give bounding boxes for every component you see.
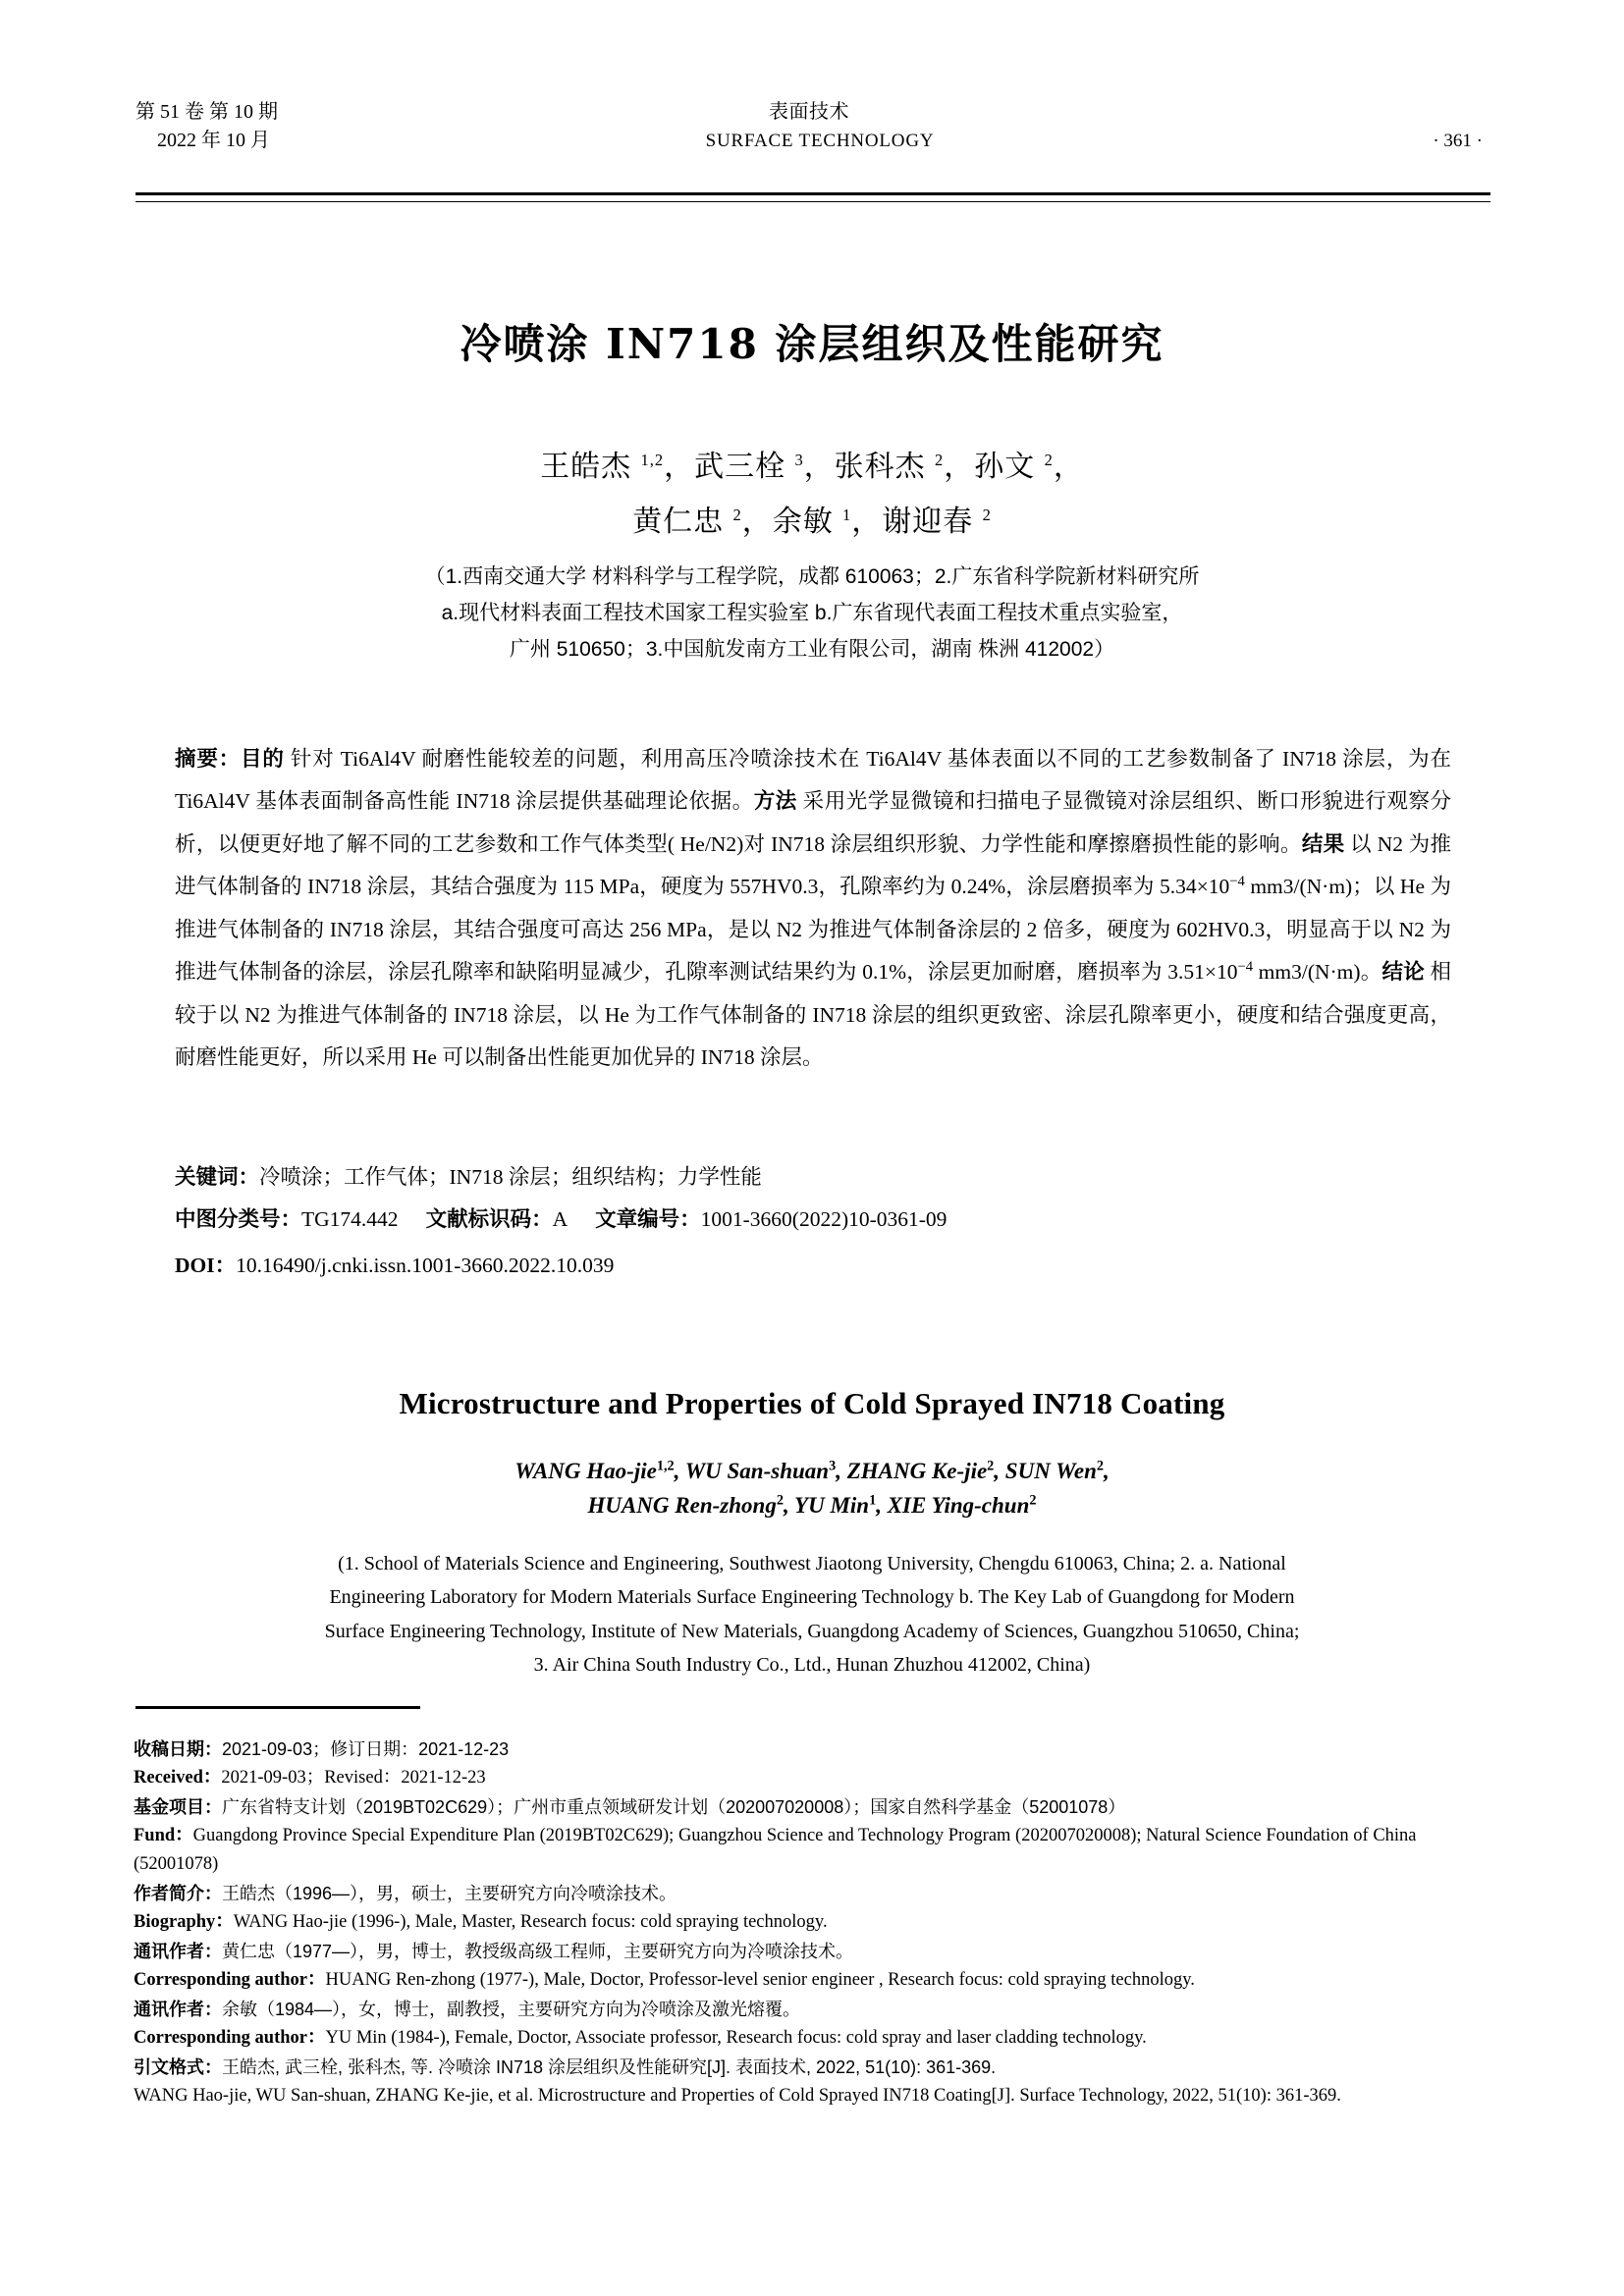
footnote-bio-en xyxy=(134,1908,1496,1937)
author-line-2: 黄仁忠 $^2$，余敏 $^1$，谢迎春 $^2$ xyxy=(632,505,992,538)
footnote-citation-en: WANG Hao-jie, WU San-shuan, ZHANG Ke-jie, et al. Microstructure and Properties of Cold Sprayed IN718 Coating[J]. Surface Technology, 2022, 51(10): 361-369. xyxy=(134,2085,1341,2106)
masthead-row-bottom xyxy=(135,127,1490,155)
bio-en-value: WANG Hao-jie (1996-), Male, Master, Research focus: cold spraying technology. xyxy=(233,1911,828,1932)
author-en-line-2: HUANG Ren-zhong$^2$, YU Min$^1$, XIE Ying-chun$^2$ xyxy=(587,1491,1037,1518)
cite-cn-value: 王皓杰, 武三栓, 张科杰, 等. 冷喷涂 IN718 涂层组织及性能研究[J]. 表面技术, 2022, 51(10): 361-369. xyxy=(222,2056,997,2077)
abstract-result-label: 结果 xyxy=(1301,831,1345,856)
footnotes-block xyxy=(134,1735,1496,2110)
classification-line xyxy=(175,1199,1451,1241)
footnote-fund-en xyxy=(134,1822,1496,1879)
abstract-purpose-label: 目的 xyxy=(241,747,285,771)
keywords-label: 关键词： xyxy=(175,1165,260,1189)
header-divider-rule xyxy=(135,192,1490,202)
abstract-result-text-1: 以 N2 为推进气体制备的 IN718 涂层，其结合强度为 115 MPa，硬度为 557HV0.3，孔隙率约为 0.24%，涂层磨损率为 5.34×10 xyxy=(175,831,1451,899)
fund-cn-value: 广东省特支计划（2019BT02C629）；广州市重点领域研发计划（202007020008）；国家自然科学基金（52001078） xyxy=(222,1796,1126,1817)
masthead-row-top xyxy=(135,98,1490,127)
author-list-cn xyxy=(0,440,1624,549)
footnote-citation-cn xyxy=(134,2054,1496,2081)
affiliation-en-line: 3. Air China South Industry Co., Ltd., Hunan Zhuzhou 412002, China) xyxy=(533,1654,1091,1677)
bio-cn-label: 作者简介： xyxy=(134,1883,222,1903)
journal-name-en: SURFACE TECHNOLOGY xyxy=(705,131,935,151)
doi-value[interactable]: 10.16490/j.cnki.issn.1001-3660.2022.10.039 xyxy=(236,1254,615,1277)
issue-date: 2022 年 10 月 xyxy=(157,130,270,151)
abstract-cn xyxy=(175,738,1451,1079)
clc-value: TG174.442 xyxy=(301,1207,399,1231)
affiliations-en xyxy=(196,1547,1428,1682)
doc-code-label: 文献标识码： xyxy=(425,1207,553,1231)
received-cn-value: 2021-09-03；修订日期：2021-12-23 xyxy=(222,1739,510,1759)
author-en-line-1: WANG Hao-jie$^{1,2}$, WU San-shuan$^3$, ZHANG Ke-jie$^2$, SUN Wen$^2$, xyxy=(514,1458,1110,1483)
doi-line xyxy=(175,1245,1451,1287)
fund-en-label: Fund： xyxy=(134,1826,193,1846)
journal-name-cn: 表面技术 xyxy=(769,101,849,123)
affiliation-cn-line: （1.西南交通大学 材料科学与工程学院，成都 610063；2.广东省科学院新材料研究所 xyxy=(424,565,1200,588)
fund-en-value: Guangdong Province Special Expenditure Plan (2019BT02C629); Guangzhou Science and Technology Program (202007020008); Natural Science Foundation of China (52001078) xyxy=(134,1826,1417,1874)
masthead xyxy=(135,98,1490,155)
footnote-corresponding-2-en xyxy=(134,2024,1496,2053)
corr1-en-label: Corresponding author： xyxy=(134,1969,326,1990)
abstract-purpose-text: 针对 Ti6Al4V 耐磨性能较差的问题，利用高压冷喷涂技术在 Ti6Al4V 基体表面以不同的工艺参数制备了 IN718 涂层，为在 Ti6Al4V 基体表面制备高性能 IN718 涂层提供基础理论依据。 xyxy=(175,747,1452,814)
abstract-result-text-2: mm3/(N·m)；以 He 为推进气体制备的 IN718 涂层，其结合强度可高达 256 MPa，是以 N2 为推进气体制备涂层的 2 倍多，硬度为 602HV0.3，明显高于以 N2 为推进气体制备的涂层，涂层孔隙率和缺陷明显减少，孔隙率测试结果约为 0.1%，涂层更加耐磨，磨损率为 3.51×10 xyxy=(175,875,1451,985)
abstract-result-text-3: mm3/(N·m)。 xyxy=(1253,960,1382,985)
abstract-method-text: 采用光学显微镜和扫描电子显微镜对涂层组织、断口形貌进行观察分析，以便更好地了解不同的工艺参数和工作气体类型( He/N2)对 IN718 涂层组织形貌、力学性能和摩擦磨损性能的影响。 xyxy=(175,789,1451,856)
corr2-en-value: YU Min (1984-), Female, Doctor, Associate professor, Research focus: cold spray and laser cladding technology. xyxy=(325,2027,1147,2048)
page-title-en: Microstructure and Properties of Cold Sprayed IN718 Coating xyxy=(399,1386,1225,1420)
volume-issue: 第 51 卷 第 10 期 xyxy=(135,101,278,123)
author-list-en xyxy=(0,1455,1624,1522)
bio-cn-value: 王皓杰（1996—），男，硕士，主要研究方向冷喷涂技术。 xyxy=(222,1883,677,1903)
corr1-cn-value: 黄仁忠（1977—），男，博士，教授级高级工程师，主要研究方向为冷喷涂技术。 xyxy=(222,1941,854,1961)
corr2-en-label: Corresponding author： xyxy=(134,2027,326,2048)
received-en-value: 2021-09-03；Revised：2021-12-23 xyxy=(221,1768,486,1789)
affiliation-en-line: Surface Engineering Technology, Institute of New Materials, Guangdong Academy of Sciences, Guangzhou 510650, China; xyxy=(324,1620,1300,1642)
footnote-corresponding-2-cn xyxy=(134,1996,1496,2023)
affiliations-cn xyxy=(177,560,1447,667)
abstract-label: 摘要： xyxy=(175,747,241,771)
metadata-lines xyxy=(175,1156,1451,1287)
doc-code-value: A xyxy=(552,1207,568,1231)
corr2-cn-label: 通讯作者： xyxy=(134,1999,222,2019)
page-title-cn: 冷喷涂 IN718 涂层组织及性能研究 xyxy=(460,320,1164,368)
abstract-exponent-1: −4 xyxy=(1229,874,1245,890)
abstract-exponent-2: −4 xyxy=(1237,958,1254,975)
footnote-corresponding-1-cn xyxy=(134,1938,1496,1965)
fund-cn-label: 基金项目： xyxy=(134,1796,222,1817)
corr2-cn-value: 余敏（1984—），女，博士，副教授，主要研究方向为冷喷涂及激光熔覆。 xyxy=(222,1999,801,2019)
abstract-method-label: 方法 xyxy=(753,789,797,814)
affiliation-en-line: (1. School of Materials Science and Engineering, Southwest Jiaotong University, Chengdu 610063, China; 2. a. National xyxy=(338,1553,1286,1575)
doi-label: DOI： xyxy=(175,1254,237,1277)
abstract-conclusion-label: 结论 xyxy=(1381,960,1425,985)
affiliation-cn-line: 广州 510650；3.中国航发南方工业有限公司，湖南 株洲 412002） xyxy=(509,637,1115,661)
affiliation-en-line: Engineering Laboratory for Modern Materials Surface Engineering Technology b. The Key Lab of Guangdong for Modern xyxy=(329,1586,1295,1609)
affiliation-cn-line: a.现代材料表面工程技术国家工程实验室 b.广东省现代表面工程技术重点实验室， xyxy=(441,601,1183,624)
received-en-label: Received： xyxy=(134,1768,222,1789)
page-number: · 361 · xyxy=(1433,131,1483,151)
abstract-conclusion-text: 相较于以 N2 为推进气体制备的 IN718 涂层，以 He 为工作气体制备的 IN718 涂层的组织更致密、涂层孔隙率更小，硬度和结合强度更高，耐磨性能更好，所以采用 He 可以制备出性能更加优异的 IN718 涂层。 xyxy=(175,960,1452,1069)
footnote-corresponding-1-en xyxy=(134,1966,1496,1995)
cite-cn-label: 引文格式： xyxy=(134,2056,222,2077)
footnote-received-cn xyxy=(134,1735,1496,1763)
article-id-value: 1001-3660(2022)10-0361-09 xyxy=(700,1207,947,1231)
clc-label: 中图分类号： xyxy=(175,1207,302,1231)
abstract-body xyxy=(175,738,1451,1079)
footnote-received-en xyxy=(134,1764,1496,1792)
footnote-fund-cn xyxy=(134,1793,1496,1821)
corr1-cn-label: 通讯作者： xyxy=(134,1941,222,1961)
author-line-1: 王皓杰 $^{1,2}$，武三栓 $^3$，张科杰 $^2$，孙文 $^2$， xyxy=(540,451,1084,483)
keywords-line xyxy=(175,1156,1451,1199)
keywords-value: 冷喷涂；工作气体；IN718 涂层；组织结构；力学性能 xyxy=(259,1165,762,1189)
footnote-bio-cn xyxy=(134,1880,1496,1907)
footnote-divider-rule xyxy=(135,1706,420,1709)
received-cn-label: 收稿日期： xyxy=(134,1739,222,1759)
bio-en-label: Biography： xyxy=(134,1911,234,1932)
article-id-label: 文章编号： xyxy=(595,1207,701,1231)
corr1-en-value: HUANG Ren-zhong (1977-), Male, Doctor, Professor-level senior engineer , Research focus: cold spraying technology. xyxy=(325,1969,1195,1990)
